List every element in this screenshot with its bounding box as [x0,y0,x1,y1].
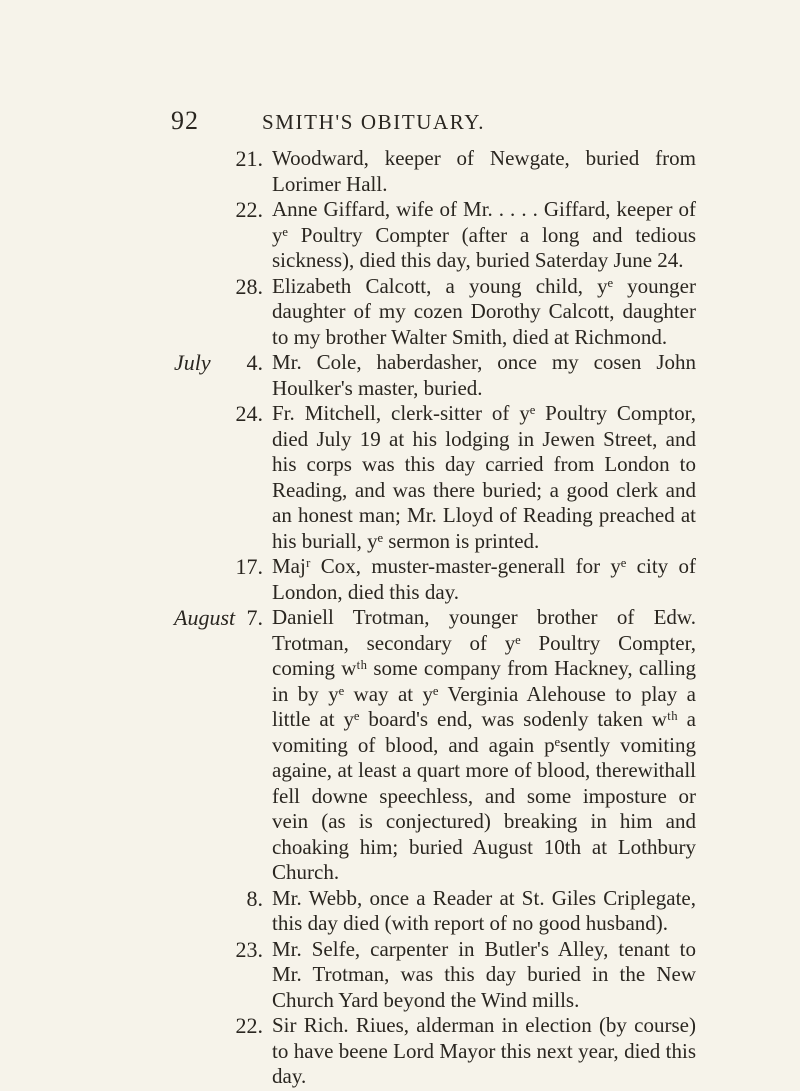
entry-text: Mr. Webb, once a Reader at St. Giles Criplegate, this day died (with report of no good husband). [272,885,696,935]
obituary-entry [0,401,800,554]
obituary-entry [0,1013,800,1090]
running-title: SMITH'S OBITUARY. [262,110,486,134]
entry-text: Woodward, keeper of Newgate, buried from Lorimer Hall. [272,146,696,196]
obituary-entry [0,605,800,886]
entry-text: Sir Rich. Riues, alderman in election (by course) to have beene Lord Mayor this next year, died this day. [272,1013,696,1088]
entry-day: 7. [246,605,263,630]
obituary-entry [0,197,800,274]
obituary-entry [0,146,800,197]
entry-text: Fr. Mitchell, clerk-sitter of yᵉ Poultry Comptor, died July 19 at his lodging in Jewen Street, and his corps was this day carried from London to Reading, and was there buried; a good clerk and an honest man; Mr. Lloyd of Reading preached at his buriall, yᵉ sermon is printed. [272,401,696,553]
obituary-entry [0,350,800,401]
entry-day: 17. [235,554,263,579]
obituary-entry [0,274,800,351]
entry-day: 21. [235,146,263,171]
entry-day: 8. [246,885,263,911]
entry-text: Anne Giffard, wife of Mr. . . . . Giffard, keeper of yᵉ Poultry Compter (after a long and tedious sickness), died this day, buried Saterday June 24. [272,197,696,272]
obituary-entry [0,554,800,605]
obituary-entry [0,937,800,1014]
entry-day: 4. [246,350,263,375]
entry-text: Elizabeth Calcott, a young child, yᵉ younger daughter of my cozen Dorothy Calcott, daughter to my brother Walter Smith, died at Richmond. [272,273,696,349]
entry-day: 22. [235,1013,263,1038]
entry-text: Daniell Trotman, younger brother of Edw. Trotman, secondary of yᵉ Poultry Compter, coming wᵗʰ some company from Hackney, calling in by yᵉ way at yᵉ Verginia Alehouse to play a little at yᵉ board's end, was sodenly taken wᵗʰ a vomiting of blood, and again pᵉsently vomiting againe, at least a quart more of blood, therewithall fell downe speechless, and some imposture or vein (as is conjectured) breaking in him and choaking him; buried August 10th at Lothbury Church. [272,605,696,884]
page-number: 92 [171,106,199,135]
entry-month: July [174,350,211,375]
entry-text: Majʳ Cox, muster-master-generall for yᵉ city of London, died this day. [272,554,696,604]
page-header [0,106,800,136]
entry-day: 22. [235,197,263,222]
entry-day: 28. [235,273,263,299]
entry-text: Mr. Selfe, carpenter in Butler's Alley, tenant to Mr. Trotman, was this day buried in the New Church Yard beyond the Wind mills. [272,936,696,1012]
entry-day: 24. [235,401,263,426]
entry-month: August [174,605,236,630]
entry-day: 23. [235,936,263,962]
obituary-entries [0,146,800,1090]
entry-text: Mr. Cole, haberdasher, once my cosen John Houlker's master, buried. [272,350,696,400]
obituary-entry [0,886,800,937]
